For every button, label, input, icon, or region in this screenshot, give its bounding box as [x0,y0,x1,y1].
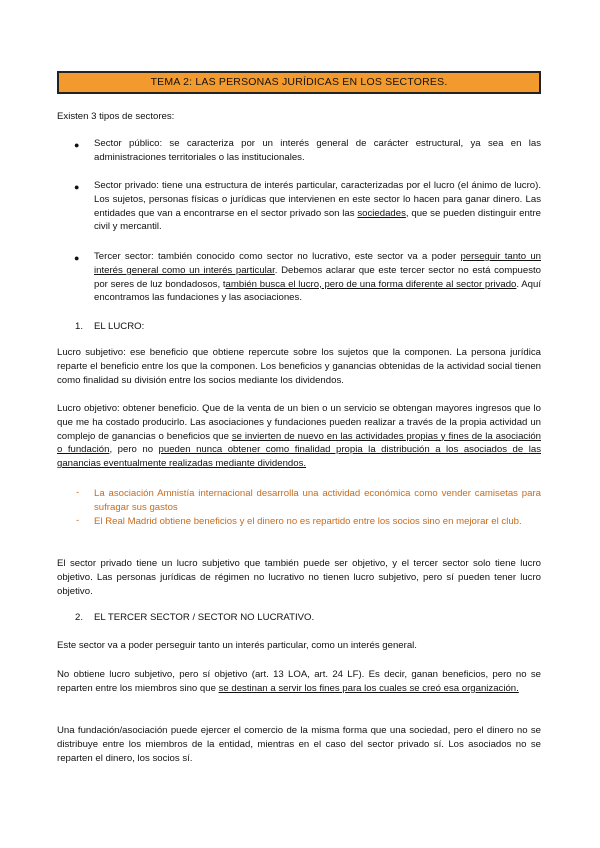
paragraph-sector-privado-note: El sector privado tiene un lucro subjetivo que también puede ser objetivo, y el tercer sector solo tiene lucro objetivo. Las personas jurídicas de régimen no lucrativo no tienen lucro subjetivo, pero sí pueden tener lucro objetivo. [57,558,541,597]
list-item-sector-privado [94,179,541,234]
text-span: , pero no [109,444,159,456]
bullet-icon: ● [74,182,80,192]
section-number: 2. [75,612,84,623]
example-item: La asociación Amnistía internacional desarrolla una actividad económica como vender camisetas para sufragar sus gastos [94,488,541,513]
text-span: Lucro objetivo: obtener beneficio. Que de la venta de un bien o un servicio se obtengan mayores ingresos que lo que me ha costado producirlo. Las asociaciones y fundaciones pueden realizar a través de la propia actividad un complejo de ganancias o beneficios que [57,403,541,442]
page-title: TEMA 2: LAS PERSONAS JURÍDICAS EN LOS SECTORES. [57,71,541,94]
list-item-tercer-sector [94,250,541,305]
underlined-text: se invierten de nuevo en las actividades propias y fines de la asociación o fundación [57,430,541,456]
dash-marker: - [76,515,80,526]
paragraph-lucro-subjetivo: Lucro subjetivo: ese beneficio que obtiene repercute sobre los sujetos que la componen. La persona jurídica reparte el beneficio entre los que la componen. Los beneficios y ganancias obtenidas de la actividad social tienen como finalidad su división entre los socios mediante los dividendos. [57,347,541,386]
text-span: . Debemos aclarar que este tercer sector no está compuesto por seres de luz bondadosos, t [94,264,542,290]
paragraph-tercer-sector-1: Este sector va a poder perseguir tanto un interés particular, como un interés general. [57,640,417,651]
underlined-text: ambién busca el lucro, pero de una forma diferente al sector privado [225,278,517,290]
text-span: , que se pueden distinguir entre civil y mercantil. [94,207,541,233]
intro-text: Existen 3 tipos de sectores: [57,111,175,122]
underlined-text: sociedades [357,207,406,219]
text-span: No obtiene lucro subjetivo, pero sí objetivo (art. 13 LOA, art. 24 LF). Es decir, ganan beneficios, pero no se reparten entre los miembros sino que [57,669,541,694]
text-span: Sector privado: tiene una estructura de interés particular, caracterizadas por el lucro (el ánimo de lucro). Los sujetos, personas físicas o jurídicas que intervienen en este sector lo hacen para ganar dinero. Las entidades que van a encontrarse en el sector privado son las [94,180,541,219]
text-span: Tercer sector: también conocido como sector no lucrativo, este sector va a poder [94,251,461,262]
paragraph-tercer-sector-2 [57,668,541,696]
paragraph-lucro-objetivo [57,402,541,471]
list-item-sector-publico: Sector público: se caracteriza por un interés general de carácter estructural, ya sea en las administraciones territoriales o las institucionales. [94,138,541,163]
dash-marker: - [76,487,80,498]
section-heading: EL TERCER SECTOR / SECTOR NO LUCRATIVO. [94,612,315,623]
section-number: 1. [75,321,84,332]
underlined-text: pueden nunca obtener como finalidad propia la distribución a los asociados de las ganancias eventualmente realizadas mediante dividendos. [57,444,541,470]
paragraph-tercer-sector-3: Una fundación/asociación puede ejercer el comercio de la misma forma que una sociedad, pero el dinero no se distribuye entre los miembros de la entidad, mientras en el caso del sector privado sí. Los asociados no se reparten el dinero, los socios sí. [57,725,541,764]
bullet-icon: ● [74,140,80,150]
example-item: El Real Madrid obtiene beneficios y el dinero no es repartido entre los socios sino en mejorar el club. [94,516,522,527]
underlined-text: perseguir tanto un interés general como un interés particular [94,251,541,276]
section-heading: EL LUCRO: [94,321,145,332]
text-span: . Aquí encontramos las fundaciones y las asociaciones. [94,278,542,304]
underlined-text: se destinan a servir los fines para los cuales se creó esa organización. [218,682,519,694]
bullet-icon: ● [74,253,80,263]
